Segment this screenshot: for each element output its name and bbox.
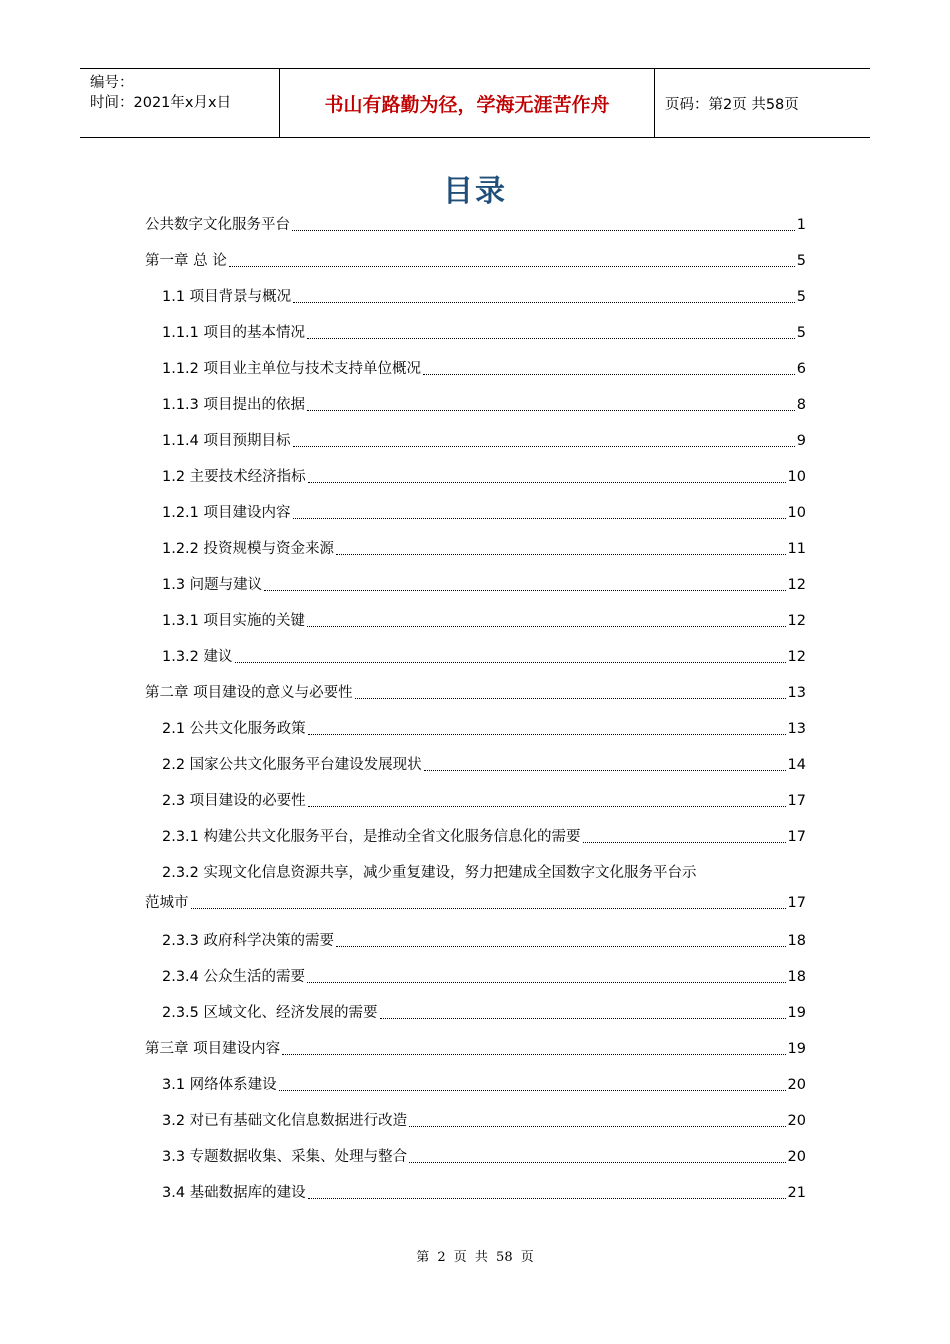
toc-entry[interactable] (145, 248, 806, 274)
toc-label: 1.2.1 项目建设内容 (162, 505, 291, 521)
toc-entry[interactable] (162, 716, 806, 742)
toc-label: 第一章 总 论 (145, 253, 227, 269)
toc-page: 20 (787, 1077, 806, 1093)
toc-page: 12 (787, 577, 806, 593)
toc-label: 1.3.1 项目实施的关键 (162, 613, 306, 629)
toc-label: 3.3 专题数据收集、采集、处理与整合 (162, 1149, 408, 1165)
number-label: 编号： (90, 75, 134, 91)
toc-page: 14 (787, 757, 806, 773)
toc-leader (336, 554, 786, 555)
toc-entry[interactable] (162, 500, 806, 526)
toc-entry[interactable] (162, 1000, 806, 1026)
toc-page: 19 (787, 1041, 806, 1057)
toc-leader (355, 698, 786, 699)
toc-label: 3.2 对已有基础文化信息数据进行改造 (162, 1113, 408, 1129)
toc-page: 8 (796, 397, 806, 413)
toc-leader (191, 908, 786, 909)
toc-leader (279, 1090, 786, 1091)
toc-label: 1.1.3 项目提出的依据 (162, 397, 306, 413)
toc-leader (293, 446, 795, 447)
toc-entry[interactable] (162, 824, 806, 850)
toc-leader (308, 482, 786, 483)
toc-page: 12 (787, 613, 806, 629)
toc-entry[interactable] (162, 284, 806, 310)
toc-page: 6 (796, 361, 806, 377)
toc-leader (409, 1162, 785, 1163)
toc-leader (308, 806, 786, 807)
toc-page: 13 (787, 685, 806, 701)
toc-page: 19 (787, 1005, 806, 1021)
toc-entry[interactable] (162, 644, 806, 670)
toc-label: 1.3.2 建议 (162, 649, 233, 665)
toc-page: 20 (787, 1113, 806, 1129)
toc-entry[interactable] (145, 1036, 806, 1062)
toc-page: 5 (796, 325, 806, 341)
toc-entry[interactable] (162, 1180, 806, 1206)
toc-page: 21 (787, 1185, 806, 1201)
toc-entry[interactable] (162, 1108, 806, 1134)
toc-page: 10 (787, 505, 806, 521)
toc-entry[interactable] (145, 680, 806, 706)
toc-entry[interactable] (162, 928, 806, 954)
page-header (80, 68, 870, 138)
header-meta (80, 69, 280, 137)
toc-entry[interactable] (145, 212, 806, 238)
toc-label: 2.3.4 公众生活的需要 (162, 969, 306, 985)
toc-page: 20 (787, 1149, 806, 1165)
toc-leader (409, 1126, 785, 1127)
toc-leader (229, 266, 795, 267)
toc-page: 11 (787, 541, 806, 557)
toc-page: 17 (787, 793, 806, 809)
toc-page: 9 (796, 433, 806, 449)
toc-page: 10 (787, 469, 806, 485)
toc-leader (307, 410, 795, 411)
toc-page: 5 (796, 289, 806, 305)
toc-label: 公共数字文化服务平台 (145, 217, 290, 233)
toc-leader (424, 770, 786, 771)
toc-entry[interactable] (162, 464, 806, 490)
toc-label: 1.1.2 项目业主单位与技术支持单位概况 (162, 361, 422, 377)
toc-label: 2.2 国家公共文化服务平台建设发展现状 (162, 757, 422, 773)
page-title: 目录 (443, 174, 507, 209)
toc-leader (308, 734, 786, 735)
toc-entry[interactable] (162, 428, 806, 454)
toc-page: 13 (787, 721, 806, 737)
toc-leader (264, 590, 785, 591)
toc-page: 12 (787, 649, 806, 665)
toc-entry[interactable] (162, 752, 806, 778)
toc-leader (308, 1198, 786, 1199)
page-footer: 第 2 页 共 58 页 (416, 1250, 534, 1265)
toc-page: 18 (787, 969, 806, 985)
toc-entry[interactable] (162, 356, 806, 382)
header-motto-cell (280, 69, 655, 137)
toc-label: 2.3.1 构建公共文化服务平台，是推动全省文化服务信息化的需要 (162, 829, 581, 845)
toc-entry[interactable] (162, 788, 806, 814)
toc-entry[interactable] (162, 608, 806, 634)
header-motto: 书山有路勤为径，学海无涯苦作舟 (324, 93, 610, 116)
toc-entry[interactable] (162, 1144, 806, 1170)
toc-page: 17 (787, 829, 806, 845)
toc-entry[interactable] (162, 572, 806, 598)
toc-page: 1 (796, 217, 806, 233)
toc-leader (293, 302, 795, 303)
toc-label: 1.1.1 项目的基本情况 (162, 325, 306, 341)
toc-leader (423, 374, 795, 375)
toc-label: 第二章 项目建设的意义与必要性 (145, 685, 353, 701)
time-label: 时间：2021年x月x日 (90, 95, 232, 111)
toc-label: 1.3 问题与建议 (162, 577, 263, 593)
toc-label: 3.4 基础数据库的建设 (162, 1185, 306, 1201)
toc-entry[interactable] (162, 1072, 806, 1098)
toc-label: 3.1 网络体系建设 (162, 1077, 277, 1093)
toc-leader (292, 230, 795, 231)
toc-label: 1.2.2 投资规模与资金来源 (162, 541, 335, 557)
toc-label: 1.1.4 项目预期目标 (162, 433, 291, 449)
toc-page: 18 (787, 933, 806, 949)
toc-label: 第三章 项目建设内容 (145, 1041, 281, 1057)
toc-page: 17 (787, 895, 806, 911)
toc-entry[interactable] (162, 964, 806, 990)
toc-label: 1.2 主要技术经济指标 (162, 469, 306, 485)
toc-entry[interactable] (162, 536, 806, 562)
toc-leader (583, 842, 786, 843)
toc-leader (293, 518, 786, 519)
toc-leader (307, 626, 786, 627)
toc-leader (307, 338, 795, 339)
toc-label: 2.3 项目建设的必要性 (162, 793, 306, 809)
toc-page: 5 (796, 253, 806, 269)
toc-leader (380, 1018, 786, 1019)
toc-entry[interactable] (162, 320, 806, 346)
toc-label: 1.1 项目背景与概况 (162, 289, 292, 305)
toc-label: 2.3.5 区域文化、经济发展的需要 (162, 1005, 378, 1021)
toc-leader (235, 662, 786, 663)
toc-leader (282, 1054, 785, 1055)
toc-leader (307, 982, 786, 983)
toc-entry[interactable] (162, 392, 806, 418)
header-page-info: 页码：第2页 共58页 (665, 96, 799, 113)
toc-entry[interactable] (145, 860, 806, 916)
toc-label-continued: 范城市 (145, 895, 189, 911)
toc-label: 2.3.2 实现文化信息资源共享，减少重复建设，努力把建成全国数字文化服务平台示 (162, 865, 697, 881)
toc-label: 2.3.3 政府科学决策的需要 (162, 933, 335, 949)
toc-leader (336, 946, 786, 947)
toc-label: 2.1 公共文化服务政策 (162, 721, 306, 737)
